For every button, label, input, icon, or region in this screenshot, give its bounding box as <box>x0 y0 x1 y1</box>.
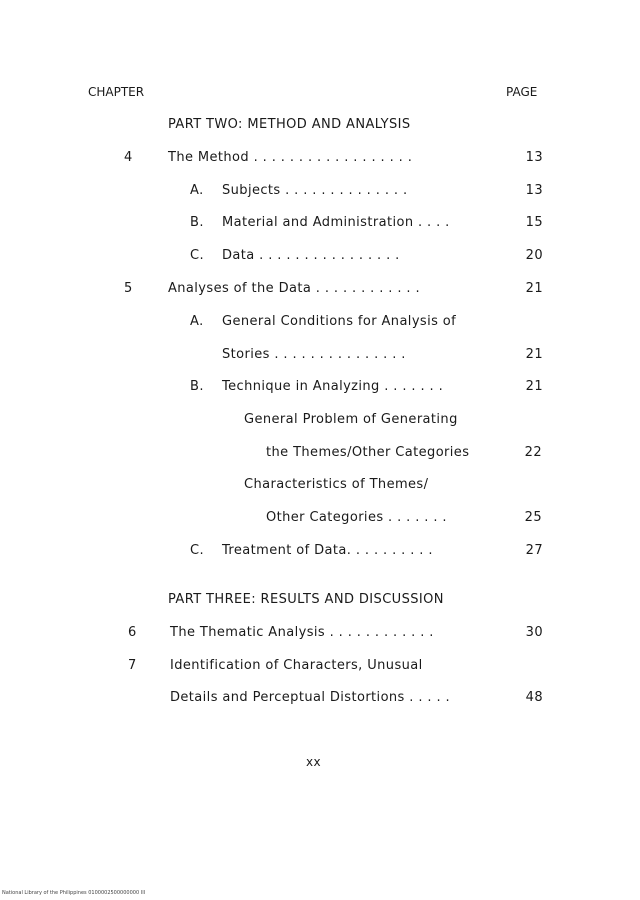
chapter-number: 4 <box>124 150 133 165</box>
page-column-header: PAGE <box>506 85 538 99</box>
section-letter: B. <box>190 379 204 394</box>
toc-entry-title: Subjects . . . . . . . . . . . . . . <box>222 183 408 198</box>
section-letter: A. <box>190 183 204 198</box>
toc-entry-page: 21 <box>525 347 543 362</box>
toc-entry-page: 25 <box>524 510 542 525</box>
toc-entry-page: 13 <box>525 150 543 165</box>
toc-entry-title: Other Categories . . . . . . . <box>266 510 447 525</box>
toc-entry-page: 21 <box>525 379 543 394</box>
section-letter: A. <box>190 314 204 329</box>
toc-entry-title: Technique in Analyzing . . . . . . . <box>222 379 444 394</box>
chapter-number: 6 <box>128 625 137 640</box>
section-letter: B. <box>190 215 204 230</box>
toc-entry-title: General Problem of Generating <box>244 412 458 427</box>
section-letter: C. <box>190 543 205 558</box>
toc-entry-title: Data . . . . . . . . . . . . . . . . <box>222 248 400 263</box>
toc-entry-page: 22 <box>524 445 542 460</box>
toc-entry-page: 27 <box>525 543 543 558</box>
toc-entry-page: 21 <box>525 281 543 296</box>
toc-entry-title: Identification of Characters, Unusual <box>170 658 423 673</box>
toc-entry-page: 15 <box>525 215 543 230</box>
toc-entry-title: Analyses of the Data . . . . . . . . . . . . <box>168 281 421 296</box>
toc-entry-title: Stories . . . . . . . . . . . . . . . <box>222 347 406 362</box>
toc-entry-title: Material and Administration . . . . <box>222 215 450 230</box>
toc-entry-title: Treatment of Data. . . . . . . . . . <box>222 543 433 558</box>
chapter-column-header: CHAPTER <box>88 85 145 99</box>
toc-entry-page: 30 <box>525 625 543 640</box>
toc-entry-title: Details and Perceptual Distortions . . . . . <box>170 690 451 705</box>
part-two-heading: PART TWO: METHOD AND ANALYSIS <box>168 117 411 132</box>
toc-entry-title: the Themes/Other Categories <box>266 445 470 460</box>
section-letter: C. <box>190 248 205 263</box>
toc-entry-page: 13 <box>525 183 543 198</box>
library-stamp: National Library of the Philippines 0100002500000000 III <box>2 890 146 896</box>
toc-entry-title: The Thematic Analysis . . . . . . . . . . . . <box>170 625 434 640</box>
page-number: xx <box>306 755 322 769</box>
toc-entry-title: The Method . . . . . . . . . . . . . . . . . . <box>168 150 413 165</box>
chapter-number: 7 <box>128 658 137 673</box>
toc-entry-page: 20 <box>525 248 543 263</box>
toc-entry-page: 48 <box>525 690 543 705</box>
part-three-heading: PART THREE: RESULTS AND DISCUSSION <box>168 592 444 607</box>
toc-entry-title: General Conditions for Analysis of <box>222 314 457 329</box>
toc-entry-title: Characteristics of Themes/ <box>244 477 429 492</box>
chapter-number: 5 <box>124 281 133 296</box>
